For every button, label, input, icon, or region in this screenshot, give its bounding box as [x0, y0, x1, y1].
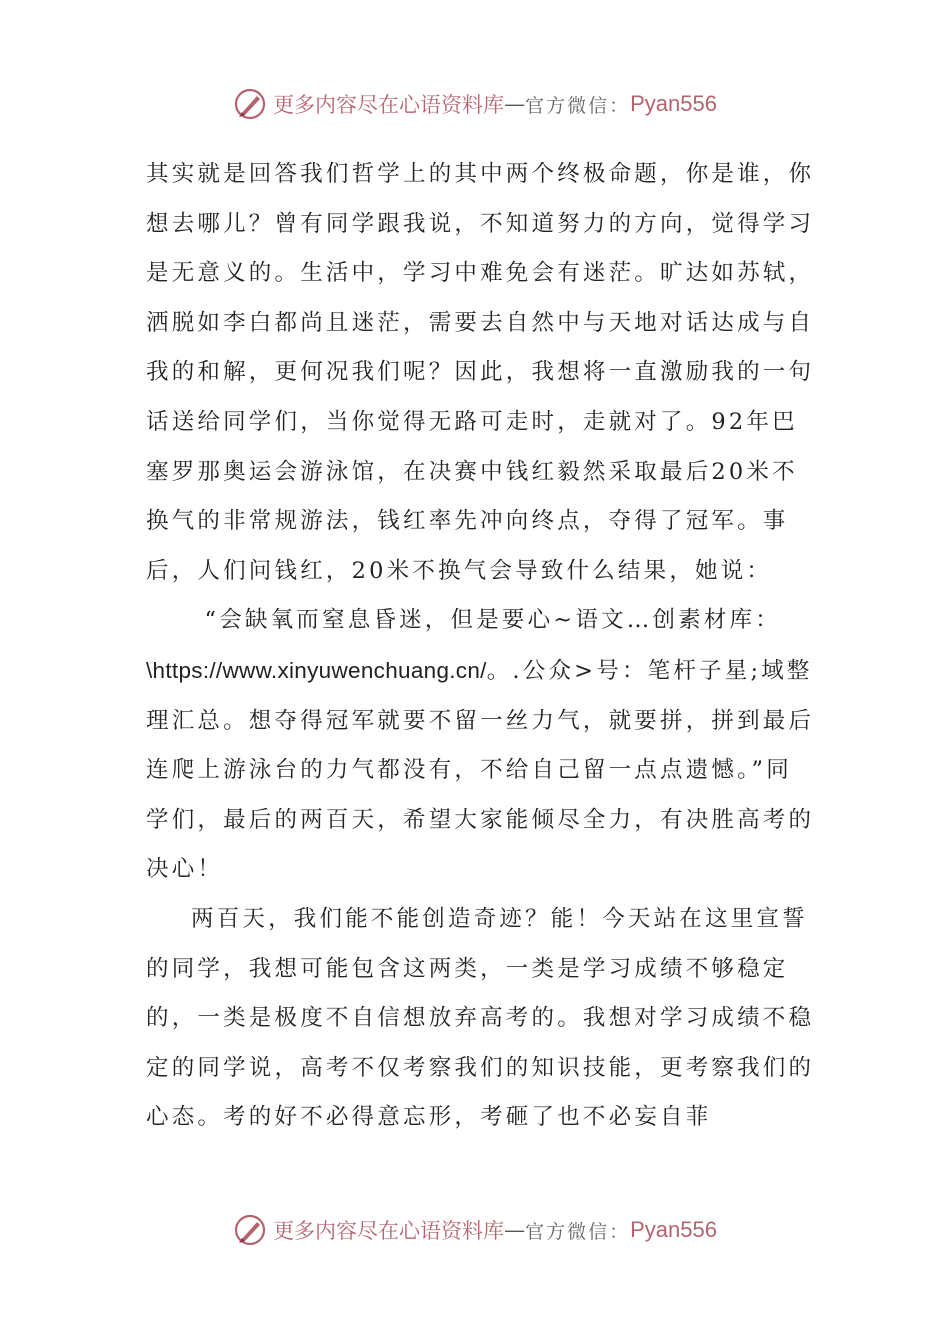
document-body	[146, 150, 816, 1143]
source-url: \https://www.xinyuwenchuang.cn/	[146, 657, 487, 683]
brand-text: 更多内容尽在心语资料库	[273, 1219, 505, 1243]
header-banner	[0, 84, 950, 124]
footer-banner	[0, 1210, 950, 1250]
wechat-id: Pyan556	[630, 91, 717, 116]
paragraph-2-quote: “会缺氧而窒息昏迷，但是要心~语文…创素材库：	[204, 607, 781, 634]
banner-dash: —	[504, 1218, 526, 1242]
wechat-label: 官方微信：	[525, 1220, 631, 1243]
pen-logo-icon	[233, 1213, 267, 1247]
wechat-label: 官方微信：	[525, 94, 631, 117]
wechat-id: Pyan556	[630, 1217, 717, 1242]
pen-logo-icon	[233, 87, 267, 121]
paragraph-3-text: 。.公众>号：笔杆子星;域整理汇总。想夺得冠军就要不留一丝力气，就要拼，拼到最后连爬上游泳台的力气都没有，不给自己留一点点遗憾。”同学们，最后的两百天，希望大家能倾尽全力，有决胜高考的决心！	[146, 657, 815, 883]
paragraph-4: 两百天，我们能不能创造奇迹？能！今天站在这里宣誓的同学，我想可能包含这两类，一类是学习成绩不够稳定的，一类是极度不自信想放弃高考的。我想对学习成绩不稳定的同学说，高考不仅考察我们的知识技能，更考察我们的心态。考的好不必得意忘形，考砸了也不必妄自菲	[146, 905, 815, 1131]
paragraph-1: 其实就是回答我们哲学上的其中两个终极命题，你是谁，你想去哪儿？曾有同学跟我说，不知道努力的方向，觉得学习是无意义的。生活中，学习中难免会有迷茫。旷达如苏轼，洒脱如李白都尚且迷茫，需要去自然中与天地对话达成与自我的和解，更何况我们呢？因此，我想将一直激励我的一句话送给同学们，当你觉得无路可走时，走就对了。92年巴塞罗那奥运会游泳馆，在决赛中钱红毅然采取最后20米不换气的非常规游法，钱红率先冲向终点，夺得了冠军。事后，人们问钱红，20米不换气会导致什么结果，她说：	[146, 161, 815, 584]
banner-dash: —	[504, 92, 526, 116]
paragraph-3	[146, 646, 816, 895]
brand-text: 更多内容尽在心语资料库	[273, 93, 505, 117]
